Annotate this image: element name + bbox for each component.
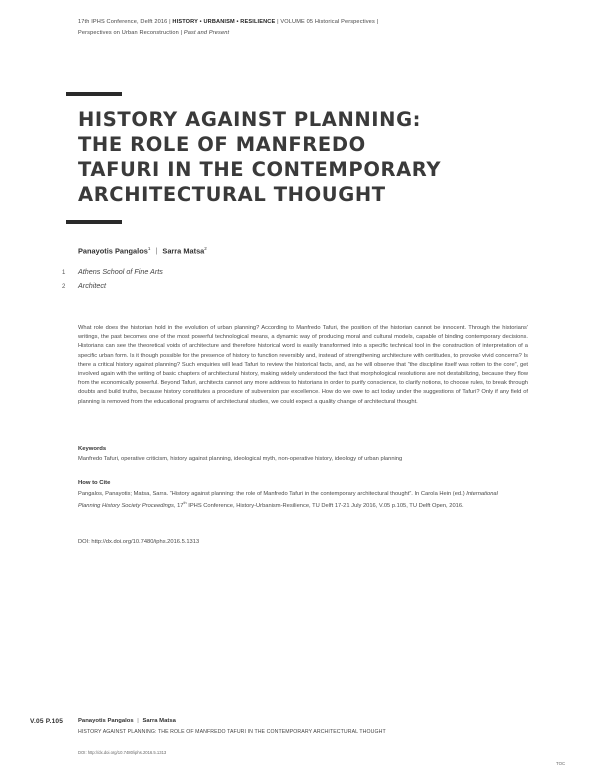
author-separator: | — [155, 246, 158, 256]
footer-author-name: Sarra Matsa — [142, 718, 176, 724]
footer-separator: | — [137, 718, 139, 724]
how-to-cite-heading: How to Cite — [78, 480, 111, 486]
author-name: Sarra Matsa — [162, 246, 205, 256]
footer-page-reference: V.05 P.105 — [30, 718, 64, 725]
author-line — [78, 246, 207, 255]
title-line: HISTORY AGAINST PLANNING: — [78, 108, 422, 131]
abstract-text: What role does the historian hold in the evolution of urban planning? According to Manfredo Tafuri, the position of the historian cannot be innocent. Through the historians' writings, the past becomes one of the most powerful technological means, a dynamic way of producing moral and cultural models, capable of binding contemporary decisions. Historians can see the theoretical voids of architecture and therefore historical word is easily transformed into a specific technical tool in the construction of interpretation of a specific urban form. Is it though possible for the presence of history to function reversibly and, instead of strengthening architecture with certitudes, to provoke vivid concerns? Is there a critical history against planning? Such enquiries will lead Tafuri to review the historical facts, and, as he will observe that “the discipline itself was rotten to the core”, get involved again with the writing of basic chapters of architectural history, making widely understood the fact that morphological resolutions are not destabilizing, because they flow from the economically powerful. Beyond Tafuri, architects cannot any more address to historians in order to purify conscience, to clarify notions, to choose rules, to break through doubts and build truths, because history constitutes a procedure of subversion par excellence. How do we owe to act today under the suggestions of Tafuri? Only if any field of planning is removed from the educational programs of architectural studies, we could expect a quality change of architectural thought. — [78, 325, 528, 405]
footer-title: HISTORY AGAINST PLANNING: THE ROLE OF MANFREDO TAFURI IN THE CONTEMPORARY ARCHITECTURAL THOUGHT — [78, 729, 386, 735]
title-line: ARCHITECTURAL THOUGHT — [78, 183, 386, 206]
title-rule-bottom — [66, 220, 122, 224]
paper-title — [78, 107, 518, 207]
affiliation-item — [62, 281, 106, 290]
citation-part: IPHS Conference, History-Urbanism-Resilience, TU Delft 17-21 July 2016, V.05 p.105, TU Delft Open, 2016. — [186, 503, 464, 510]
citation-part: Pangalos, Panayotis; Matsa, Sarra. “History against planning: the role of Manfredo Tafuri in the contemporary architectural thought”. In Carola Hein (ed.) — [78, 491, 467, 497]
header-separator: | — [169, 19, 173, 25]
affiliation-number: 2 — [62, 284, 66, 290]
running-header-line-1 — [78, 17, 558, 28]
citation-proceedings: International Planning History Society Proceedings — [78, 491, 498, 510]
affiliation-item — [62, 267, 163, 276]
title-rule-top — [66, 92, 122, 96]
section-label: Perspectives on Urban Reconstruction — [78, 29, 179, 36]
keywords-heading: Keywords — [78, 446, 107, 452]
conference-theme: HISTORY • URBANISM • RESILIENCE — [172, 19, 276, 25]
affiliation-marker: 2 — [204, 246, 207, 251]
conference-name: 17th IPHS Conference, Delft 2016 — [78, 19, 168, 25]
affiliation-text: Athens School of Fine Arts — [78, 267, 163, 276]
footer-doi-link[interactable]: DOI: http://dx.doi.org/10.7480/iphs.2016.5.1313 — [78, 750, 167, 755]
running-header — [78, 17, 558, 38]
keywords-text: Manfredo Tafuri, operative criticism, history against planning, ideological myth, non-operative history, ideology of urban planning — [78, 456, 403, 462]
doi-link[interactable]: DOI: http://dx.doi.org/10.7480/iphs.2016.5.1313 — [78, 539, 200, 545]
running-header-line-2 — [78, 28, 558, 39]
header-separator: | — [180, 29, 184, 36]
subsection-label: Past and Present — [183, 29, 230, 36]
affiliation-text: Architect — [78, 281, 106, 290]
affiliation-number: 1 — [62, 270, 66, 276]
footer-authors — [78, 718, 176, 724]
citation-ordinal: th — [183, 501, 187, 506]
affiliation-marker: 1 — [147, 246, 151, 251]
title-line: TAFURI IN THE CONTEMPORARY — [78, 158, 442, 181]
header-separator: | — [376, 19, 379, 25]
citation-part: , 17 — [173, 503, 184, 510]
how-to-cite-text — [78, 490, 508, 511]
toc-link[interactable]: TOC — [556, 761, 566, 766]
footer-author-name: Panayotis Pangalos — [78, 718, 134, 724]
volume-label: VOLUME 05 Historical Perspectives — [280, 19, 375, 25]
author-name: Panayotis Pangalos — [78, 246, 148, 256]
title-line: THE ROLE OF MANFREDO — [78, 133, 366, 156]
header-separator: | — [277, 19, 281, 25]
